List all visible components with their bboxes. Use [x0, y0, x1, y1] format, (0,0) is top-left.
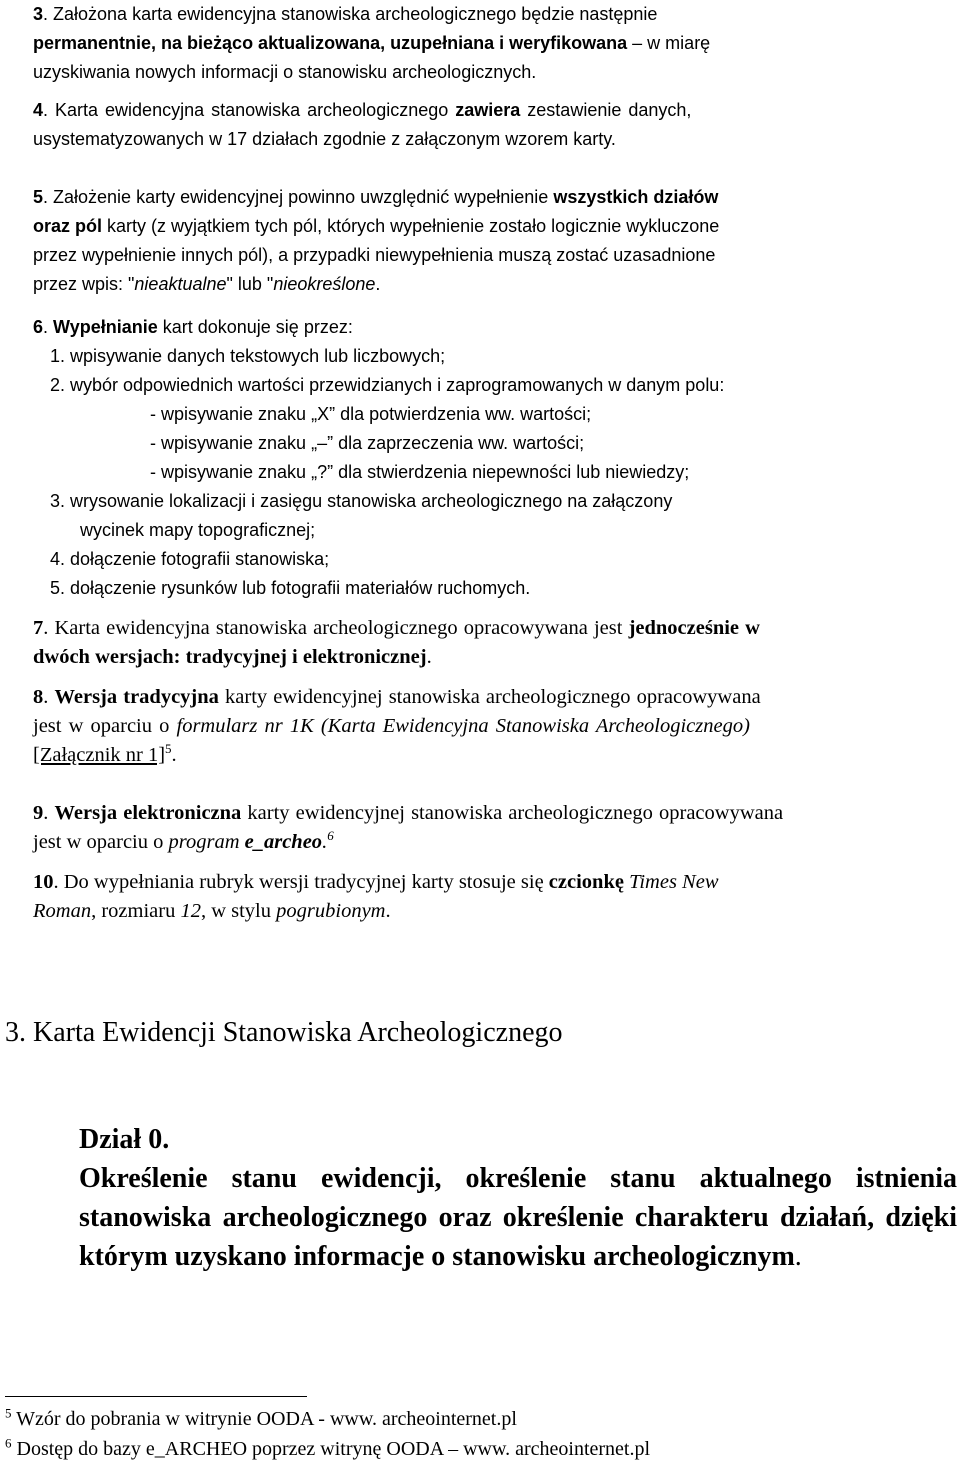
italic-text: Roman — [33, 900, 92, 922]
paragraph-text: . Karta ewidencyjna stanowiska archeologicznego opracowywana jest — [43, 617, 629, 639]
paragraph-number: 6 — [33, 317, 44, 337]
paragraph-text: . — [43, 317, 54, 337]
paragraph-text: . — [426, 646, 432, 668]
program-name: e_archeo — [244, 831, 323, 853]
paragraph-text: . — [375, 274, 381, 294]
paragraph-text: . — [385, 900, 391, 922]
paragraph-text: uzyskiwania nowych informacji o stanowisku archeologicznych. — [33, 62, 537, 82]
bold-text: Wersja tradycyjna — [54, 686, 219, 708]
paragraph-text: karty (z wyjątkiem tych pól, których wypełnienie zostało logicznie wykluczone — [102, 216, 720, 236]
list-subitem: - wpisywanie znaku „–” dla zaprzeczenia ww. wartości; — [150, 433, 585, 453]
footnote-ref: 5 — [165, 741, 172, 757]
paragraph-3 — [33, 0, 955, 87]
paragraph-text: jest w oparciu o — [33, 831, 169, 853]
dzial-heading-end: . — [794, 1241, 802, 1272]
bold-text: permanentnie, na bieżąco aktualizowana, uzupełniana i weryfikowana — [33, 33, 628, 53]
paragraph-10 — [33, 868, 955, 926]
list-subitem: - wpisywanie znaku „X” dla potwierdzenia ww. wartości; — [150, 404, 592, 424]
paragraph-text: – w miarę — [627, 33, 711, 53]
section-title: 3. Karta Ewidencji Stanowiska Archeologicznego — [5, 1017, 563, 1048]
paragraph-number: 7 — [33, 617, 44, 639]
list-item: 2. wybór odpowiednich wartości przewidzianych i zaprogramowanych w danym polu: — [50, 375, 725, 395]
list-item: 3. wrysowanie lokalizacji i zasięgu stanowiska archeologicznego na załączony — [50, 491, 673, 511]
bold-text: dwóch wersjach: tradycyjnej i elektronicznej — [33, 646, 427, 668]
italic-text: program — [168, 831, 245, 853]
attachment-reference: [Załącznik nr 1] — [33, 744, 166, 766]
italic-text: nieokreślone — [273, 274, 376, 294]
italic-text: pogrubionym — [276, 900, 386, 922]
bold-text: Wersja elektroniczna — [54, 802, 242, 824]
italic-text: formularz nr 1K (Karta Ewidencyjna Stanowiska Archeologicznego) — [176, 715, 750, 737]
paragraph-text: , rozmiaru — [91, 900, 181, 922]
dzial-label: Dział 0. — [79, 1124, 170, 1155]
list-item: 1. wpisywanie danych tekstowych lub liczbowych; — [50, 346, 446, 366]
paragraph-text: . Założona karta ewidencyjna stanowiska archeologicznego będzie następnie — [43, 4, 658, 24]
bold-text: jednocześnie w — [628, 617, 760, 639]
dzial-heading — [79, 1159, 957, 1276]
paragraph-text: zestawienie danych, — [520, 100, 692, 120]
bold-text: czcionkę — [548, 871, 624, 893]
paragraph-number: 10 — [33, 871, 54, 893]
footnote-number: 6 — [5, 1435, 12, 1451]
paragraph-5 — [33, 183, 955, 299]
paragraph-text: . — [43, 802, 55, 824]
bold-text: wszystkich działów — [553, 187, 719, 207]
list-subitem: - wpisywanie znaku „?” dla stwierdzenia niepewności lub niewiedzy; — [150, 462, 690, 482]
italic-text: . — [322, 831, 328, 853]
paragraph-text: . Do wypełniania rubryk wersji tradycyjnej karty stosuje się — [53, 871, 549, 893]
paragraph-number: 4 — [33, 100, 44, 120]
paragraph-4 — [33, 96, 955, 154]
italic-text: nieaktualne — [134, 274, 227, 294]
paragraph-text: , w stylu — [200, 900, 277, 922]
paragraph-number: 3 — [33, 4, 44, 24]
bold-text: Wypełnianie — [53, 317, 158, 337]
paragraph-text: . Karta ewidencyjna stanowiska archeologicznego — [43, 100, 456, 120]
paragraph-text: jest w oparciu o — [33, 715, 177, 737]
paragraph-text: kart dokonuje się przez: — [157, 317, 353, 337]
paragraph-text: przez wpis: " — [33, 274, 135, 294]
paragraph-8 — [33, 683, 955, 770]
paragraph-text: karty ewidencyjnej stanowiska archeologicznego opracowywana — [218, 686, 761, 708]
footnote-separator — [5, 1396, 307, 1397]
paragraph-text: przez wypełnienie innych pól), a przypadki niewypełnienia muszą zostać uzasadnione — [33, 245, 716, 265]
paragraph-text: . — [43, 686, 55, 708]
list-item: 4. dołączenie fotografii stanowiska; — [50, 549, 330, 569]
paragraph-text: karty ewidencyjnej stanowiska archeologicznego opracowywana — [241, 802, 784, 824]
paragraph-number: 9 — [33, 802, 44, 824]
paragraph-number: 8 — [33, 686, 44, 708]
dzial-heading-text: Określenie stanu ewidencji, określenie stanu aktualnego istnienia stanowiska archeologicznego oraz określenie charakteru działań, dzięki którym uzyskano informacje o stanowisku archeologicznym — [79, 1163, 957, 1272]
italic-text: Times New — [629, 871, 719, 893]
paragraph-text: " lub " — [226, 274, 274, 294]
paragraph-text: . — [171, 744, 177, 766]
bold-text: zawiera — [455, 100, 521, 120]
footnote-ref: 6 — [327, 828, 334, 844]
paragraph-text: usystematyzowanych w 17 działach zgodnie z załączonym wzorem karty. — [33, 129, 616, 149]
footnote-5 — [5, 1406, 517, 1432]
paragraph-number: 5 — [33, 187, 44, 207]
footnote-6 — [5, 1436, 650, 1462]
paragraph-text: . Założenie karty ewidencyjnej powinno uwzględnić wypełnienie — [43, 187, 554, 207]
paragraph-7 — [33, 614, 955, 672]
bold-text: oraz pól — [33, 216, 103, 236]
footnote-text: Dostęp do bazy e_ARCHEO poprzez witrynę OODA – www. archeointernet.pl — [11, 1438, 651, 1460]
list-item-continuation: wycinek mapy topograficznej; — [80, 520, 316, 540]
paragraph-9 — [33, 799, 955, 857]
footnote-number: 5 — [5, 1405, 12, 1421]
footnote-text: Wzór do pobrania w witrynie OODA - www. archeointernet.pl — [11, 1408, 517, 1430]
italic-text: 12 — [180, 900, 201, 922]
list-item: 5. dołączenie rysunków lub fotografii materiałów ruchomych. — [50, 578, 531, 598]
paragraph-6 — [33, 313, 955, 603]
